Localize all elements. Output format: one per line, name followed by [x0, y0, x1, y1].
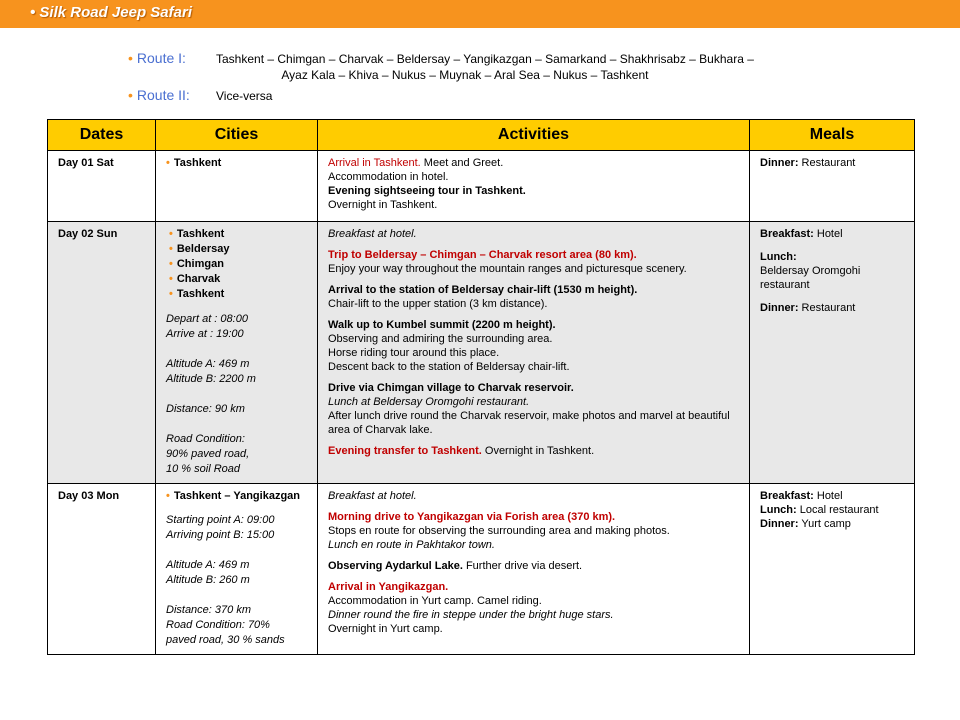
header-meals: Meals: [750, 120, 915, 151]
route-2-text: Vice-versa: [216, 89, 273, 103]
day-3-cities: [156, 484, 318, 655]
list-item: • Beldersay: [169, 243, 230, 255]
day-2-cities: [156, 222, 318, 484]
route-1-line-2: Ayaz Kala – Khiva – Nukus – Muynak – Aral Sea – Nukus – Tashkent: [281, 68, 649, 82]
table-row: [48, 484, 915, 655]
header-cities: Cities: [156, 120, 318, 151]
trip-details: Starting point A: 09:00 Arriving point B: 15:00 Altitude A: 469 m Altitude B: 260 m Distance: 370 km Road Condition: 70% paved road, 30 % sands: [166, 514, 285, 646]
list-item: • Chimgan: [169, 258, 224, 270]
header-activities: Activities: [318, 120, 750, 151]
city-name: Tashkent: [173, 157, 222, 169]
route-2: [128, 87, 918, 104]
day-3-date: Day 03 Mon: [48, 484, 156, 655]
bullet-icon: •: [128, 50, 133, 66]
day-3-meals: Breakfast: Hotel Lunch: Local restaurant Dinner: Yurt camp: [750, 484, 915, 655]
day-3-activities: Breakfast at hotel. Morning drive to Yangikazgan via Forish area (370 km). Stops en route for observing the surrounding area and making photos. Lunch en route in Pakhtakor town. Observing Aydarkul Lake. Further drive via desert. Arrival in Yangikazgan. Accommodation in Yurt camp. Camel riding. Dinner round the fire in steppe under the bright huge stars. Overnight in Yurt camp.: [318, 484, 750, 655]
list-item: • Charvak: [169, 273, 221, 285]
day-1-activities: Arrival in Tashkent. Meet and Greet. Accommodation in hotel. Evening sightseeing tour in Tashkent. Overnight in Tashkent.: [318, 151, 750, 222]
day-2-activities: Breakfast at hotel. Trip to Beldersay – Chimgan – Charvak resort area (80 km). Enjoy your way throughout the mountain ranges and picturesque scenery. Arrival to the station of Beldersay chair-lift (1530 m height). Chair-lift to the upper station (3 km distance). Walk up to Kumbel summit (2200 m height). Observing and admiring the surrounding area. Horse riding tour around this place. Descent back to the station of Beldersay chair-lift. Drive via Chimgan village to Charvak reservoir. Lunch at Beldersay Oromgohi restaurant. After lunch drive round the Charvak reservoir, make photos and marvel at beautiful area of Charvak lake. Evening transfer to Tashkent. Overnight in Tashkent.: [318, 222, 750, 484]
list-item: • Tashkent: [169, 228, 225, 240]
day-1-meals: Dinner: Restaurant: [750, 151, 915, 222]
city-list: [166, 227, 307, 302]
list-item: • Tashkent: [169, 288, 225, 300]
table-row: [48, 151, 915, 222]
routes-section: [128, 50, 918, 104]
day-1-cities: [156, 151, 318, 222]
route-1-line-1: Tashkent – Chimgan – Charvak – Beldersay – Yangikazgan – Samarkand – Shakhrisabz – Bukhara –: [216, 52, 754, 66]
bullet-icon: •: [166, 157, 170, 169]
day-2-date: Day 02 Sun: [48, 222, 156, 484]
day-2-meals: Breakfast: Hotel Lunch: Beldersay Oromgohi restaurant Dinner: Restaurant: [750, 222, 915, 484]
route-1: [128, 50, 918, 83]
itinerary-table: [47, 119, 915, 655]
city-name: Tashkent – Yangikazgan: [173, 490, 300, 502]
page-title: • Silk Road Jeep Safari: [30, 4, 192, 21]
bullet-icon: •: [128, 87, 133, 103]
header-dates: Dates: [48, 120, 156, 151]
day-1-date: Day 01 Sat: [48, 151, 156, 222]
bullet-icon: •: [166, 490, 170, 502]
table-header-row: [48, 120, 915, 151]
table-row: [48, 222, 915, 484]
route-1-label: Route I:: [136, 50, 186, 66]
trip-details: Depart at : 08:00 Arrive at : 19:00 Altitude A: 469 m Altitude B: 2200 m Distance: 90 km Road Condition: 90% paved road, 10 % soil Road: [166, 313, 256, 475]
header-bar: [0, 0, 960, 28]
route-2-label: Route II:: [136, 87, 190, 103]
